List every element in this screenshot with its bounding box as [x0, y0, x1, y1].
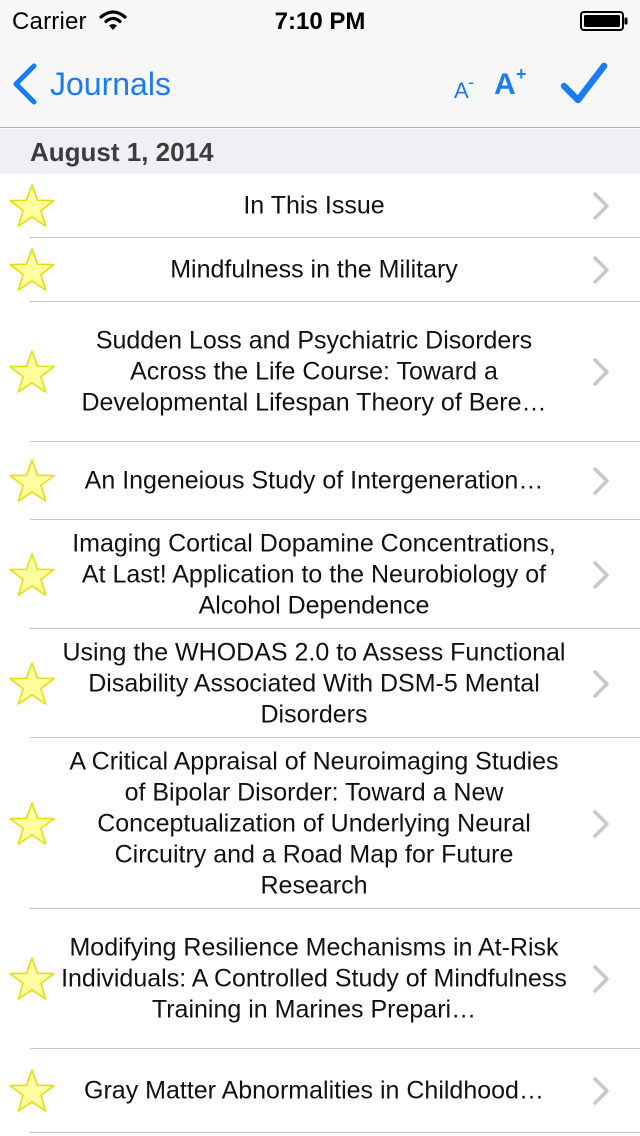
- chevron-right-icon: [592, 357, 610, 387]
- article-row[interactable]: [0, 1049, 640, 1133]
- favorite-star-icon[interactable]: [8, 956, 56, 1002]
- back-button[interactable]: [10, 60, 210, 108]
- article-title: Mindfulness in the Military: [170, 255, 458, 284]
- article-row[interactable]: [0, 738, 640, 909]
- navigation-bar: [0, 40, 640, 128]
- chevron-right-icon: [592, 466, 610, 496]
- favorite-star-icon[interactable]: [8, 801, 56, 847]
- article-title: Using the WHODAS 2.0 to Assess Functional Disability Associated With DSM-5 Mental Disorders: [62, 638, 566, 728]
- battery-icon: [580, 11, 628, 31]
- article-row[interactable]: [0, 174, 640, 238]
- favorite-star-icon[interactable]: [8, 183, 56, 229]
- chevron-right-icon: [592, 255, 610, 285]
- chevron-left-icon: [10, 62, 40, 106]
- chevron-right-icon: [592, 809, 610, 839]
- carrier-label: Carrier: [12, 8, 87, 35]
- decrease-font-button[interactable]: [448, 70, 482, 110]
- favorite-star-icon[interactable]: [8, 247, 56, 293]
- increase-font-letter: A: [494, 68, 516, 101]
- article-title: In This Issue: [243, 191, 385, 220]
- article-title: Modifying Resilience Mechanisms in At-Risk Individuals: A Controlled Study of Mindfulness Training in Marines Prepari…: [61, 933, 567, 1024]
- row-separator: [30, 1132, 640, 1133]
- status-bar: [0, 0, 640, 40]
- chevron-right-icon: [592, 964, 610, 994]
- checkmark-icon[interactable]: [558, 58, 610, 110]
- chevron-right-icon: [592, 560, 610, 590]
- issue-date: August 1, 2014: [30, 137, 214, 167]
- chevron-right-icon: [592, 1076, 610, 1106]
- article-row[interactable]: [0, 629, 640, 738]
- article-row[interactable]: [0, 238, 640, 302]
- section-header: [0, 129, 640, 174]
- article-row[interactable]: [0, 520, 640, 629]
- favorite-star-icon[interactable]: [8, 458, 56, 504]
- favorite-star-icon[interactable]: [8, 661, 56, 707]
- favorite-star-icon[interactable]: [8, 552, 56, 598]
- chevron-right-icon: [592, 669, 610, 699]
- article-row[interactable]: [0, 302, 640, 442]
- back-button-label: Journals: [50, 65, 171, 102]
- article-title: Sudden Loss and Psychiatric Disorders Across the Life Course: Toward a Developmental Lifespan Theory of Bere…: [81, 326, 547, 417]
- status-time: 7:10 PM: [274, 8, 366, 35]
- article-title: Gray Matter Abnormalities in Childhood…: [84, 1076, 544, 1105]
- article-title: An Ingeneious Study of Intergeneration…: [84, 466, 544, 495]
- decrease-font-sign: -: [468, 72, 474, 92]
- article-title: Imaging Cortical Dopamine Concentrations, At Last! Application to the Neurobiology of Alcohol Dependence: [72, 529, 556, 619]
- increase-font-button[interactable]: [490, 62, 534, 110]
- favorite-star-icon[interactable]: [8, 349, 56, 395]
- article-list: [0, 174, 640, 1136]
- article-row[interactable]: [0, 442, 640, 520]
- decrease-font-letter: A: [454, 78, 469, 103]
- article-row[interactable]: [0, 909, 640, 1049]
- chevron-right-icon: [592, 191, 610, 221]
- favorite-star-icon[interactable]: [8, 1068, 56, 1114]
- article-title: A Critical Appraisal of Neuroimaging Studies of Bipolar Disorder: Toward a New Conceptualization of Underlying Neural Circuitry and a Road Map for Future Research: [69, 747, 559, 899]
- increase-font-sign: +: [516, 64, 527, 84]
